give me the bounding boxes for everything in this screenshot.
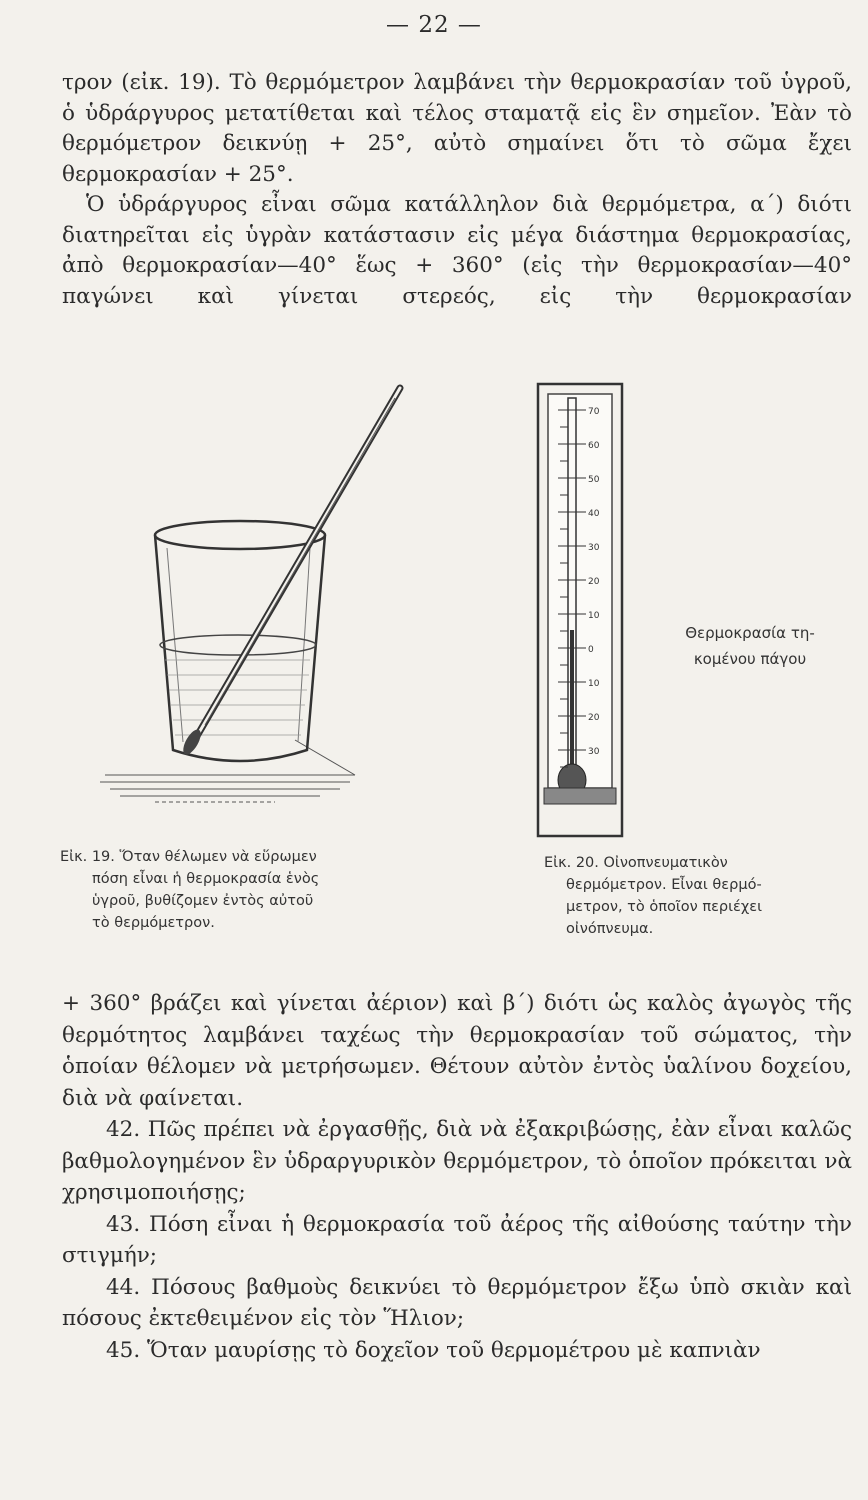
bottom-text [62, 988, 852, 1366]
scale-label: 30 [588, 747, 600, 757]
scale-label: 20 [588, 713, 600, 723]
figure-19-beaker-thermometer [95, 380, 425, 820]
caption-line: Εἰκ. 20. Οἰνοπνευματικὸν [544, 855, 728, 871]
figure-20-caption [544, 852, 844, 940]
scale-label: 60 [588, 441, 600, 451]
caption-line: τὸ θερμόμετρον. [92, 915, 215, 931]
caption-line: ὑγροῦ, βυθίζομεν ἐντὸς αὐτοῦ [92, 893, 314, 909]
question: 42. Πῶς πρέπει νὰ ἐργασθῇς, διὰ νὰ ἐξακριβώσῃς, ἐὰν εἶναι καλῶς βαθμολογημένον ἓν ὑδραργυρικὸν θερμόμετρον, τὸ ὁποῖον πρόκειται νὰ χρησιμοποιήσῃς; [62, 1117, 852, 1205]
label-line: Θερμοκρασία τη- [685, 624, 815, 642]
caption-line: θερμόμετρον. Εἶναι θερμό- [566, 877, 762, 893]
label-line: κομένου πάγου [693, 650, 807, 668]
question: 45. Ὅταν μαυρίσῃς τὸ δοχεῖον τοῦ θερμομέτρου μὲ καπνιὰν [106, 1337, 761, 1363]
ice-temperature-label [650, 620, 850, 672]
question: 43. Πόση εἶναι ἡ θερμοκρασία τοῦ ἀέρος τῆς αἰθούσης ταύτην τὴν στιγμήν; [62, 1211, 852, 1268]
scale-label: 20 [588, 577, 600, 587]
caption-line: οἰνόπνευμα. [566, 921, 654, 937]
scale-label: 40 [588, 509, 600, 519]
caption-line: Εἰκ. 19. Ὅταν θέλωμεν νὰ εὕρωμεν [60, 849, 317, 865]
scale-label: 10 [588, 611, 600, 621]
paragraph: τρον (εἰκ. 19). Τὸ θερμόμετρον λαμβάνει τὴν θερμοκρασίαν τοῦ ὑγροῦ, ὁ ὑδράργυρος μετατίθεται καὶ τέλος σταματᾷ εἰς ἓν σημεῖον. Ἐὰν τὸ θερμόμετρον δεικνύῃ + 25°, αὐτὸ σημαίνει ὅτι τὸ σῶμα ἔχει θερμοκρασίαν + 25°. [62, 70, 852, 187]
scale-label: 10 [588, 679, 600, 689]
top-text [62, 68, 852, 312]
caption-line: μετρον, τὸ ὁποῖον περιέχει [566, 899, 762, 915]
page-number: — 22 — [386, 12, 482, 38]
scale-label: 50 [588, 475, 600, 485]
paragraph: + 360° βράζει καὶ γίνεται ἀέριον) καὶ β΄) διότι ὡς καλὸς ἀγωγὸς τῆς θερμότητος λαμβάνει ταχέως τὴν θερμοκρασίαν τοῦ σώματος, τὴν ὁποίαν θέλομεν νὰ μετρήσωμεν. Θέτουν αὐτὸν ἐντὸς ὑαλίνου δοχείου, διὰ νὰ φαίνεται. [62, 991, 852, 1111]
figure-20-alcohol-thermometer [530, 380, 630, 840]
scale-label: 30 [588, 543, 600, 553]
figure-19-caption [60, 846, 410, 934]
caption-line: πόση εἶναι ἡ θερμοκρασία ἑνὸς [92, 871, 320, 887]
paragraph: Ὁ ὑδράργυρος εἶναι σῶμα κατάλληλον διὰ θερμόμετρα, α΄) διότι διατηρεῖται εἰς ὑγρὰν κατάστασιν εἰς μέγα διάστημα θερμοκρασίας, ἀπὸ θερμοκρασίαν—40° ἕως + 360° (εἰς τὴν θερμοκρασίαν—40° παγώνει καὶ γίνεται στερεός, εἰς τὴν θερμοκρασίαν [62, 192, 852, 309]
question: 44. Πόσους βαθμοὺς δεικνύει τὸ θερμόμετρον ἔξω ὑπὸ σκιὰν καὶ πόσους ἐκτεθειμένον εἰς τὸν Ἥλιον; [62, 1274, 852, 1331]
scale-label: 70 [588, 407, 600, 417]
scale-label: 0 [588, 645, 594, 655]
